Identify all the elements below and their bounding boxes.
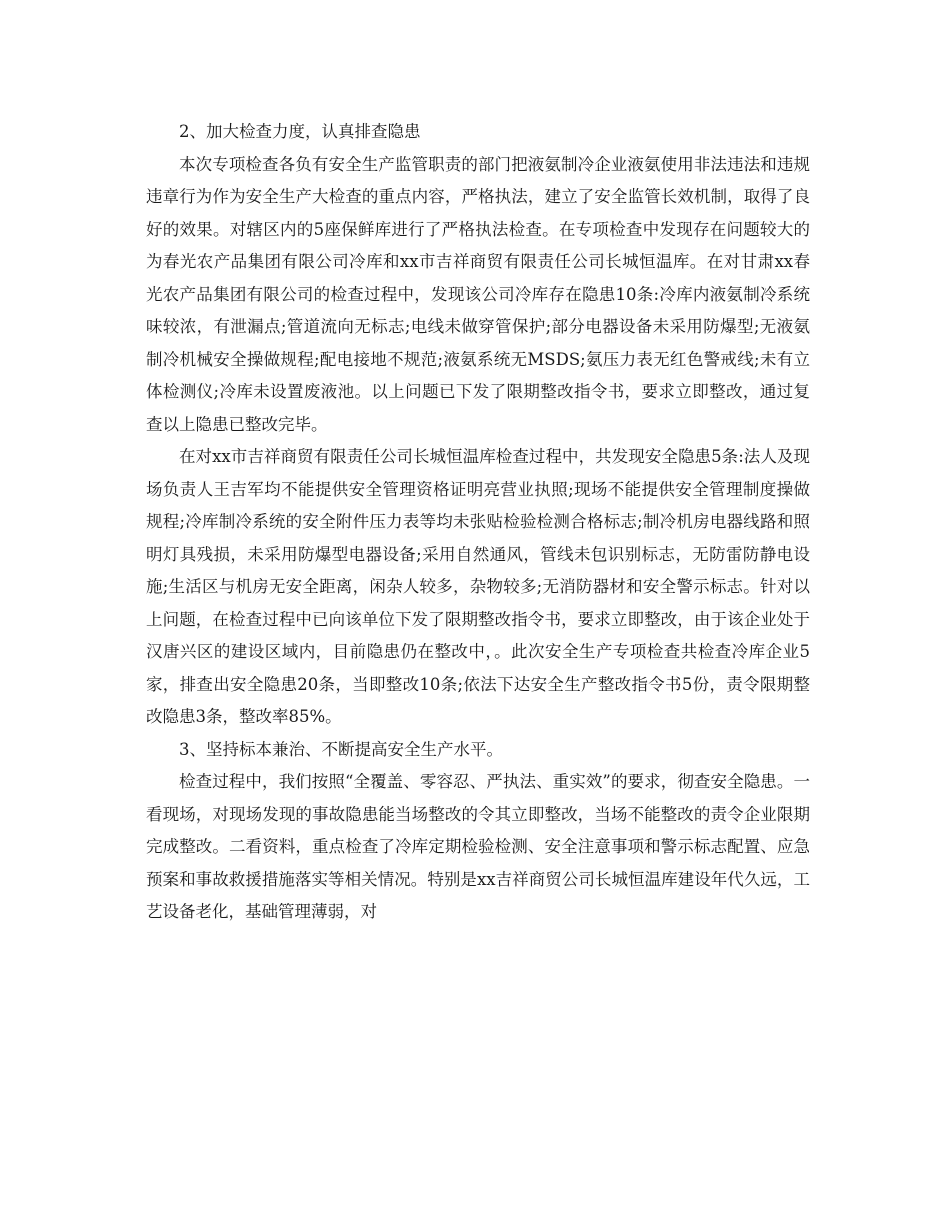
paragraph-changcheng-inspection: 在对xx市吉祥商贸有限责任公司长城恒温库检查过程中，共发现安全隐患5条:法人及现场负责人王吉军均不能提供安全管理资格证明亮营业执照;现场不能提供安全管理制度操做规程;冷库制冷系统的安全附件压力表等均未张贴检验检测合格标志;制冷机房电器线路和照明灯具残损，未采用防爆型电器设备;采用自然通风，管线未包识别标志，无防雷防静电设施;生活区与机房无安全距离，闲杂人较多，杂物较多;无消防器材和安全警示标志。针对以上问题，在检查过程中已向该单位下发了限期整改指令书，要求立即整改，由于该企业处于汉唐兴区的建设区域内，目前隐患仍在整改中，。此次安全生产专项检查共检查冷库企业5家，排查出安全隐患20条，当即整改10条;依法下达安全生产整改指令书5份，责令限期整改隐患3条，整改率85%。 (146, 447, 810, 726)
section-heading-3: 3、坚持标本兼治、不断提高安全生产水平。 (179, 739, 503, 759)
document-body (146, 116, 810, 929)
paragraph-inspection-process: 检查过程中，我们按照“全覆盖、零容忍、严执法、重实效”的要求，彻查安全隐患。一看现场，对现场发现的事故隐患能当场整改的令其立即整改，当场不能整改的责令企业限期完成整改。二看资料，重点检查了冷库定期检验检测、安全注意事项和警示标志配置、应急预案和事故救援措施落实等相关情况。特别是xx吉祥商贸公司长城恒温库建设年代久远，工艺设备老化，基础管理薄弱，对 (146, 772, 810, 921)
paragraph-inspection-summary: 本次专项检查各负有安全生产监管职责的部门把液氨制冷企业液氨使用非法违法和违规违章行为作为安全生产大检查的重点内容，严格执法，建立了安全监管长效机制，取得了良好的效果。对辖区内的5座保鲜库进行了严格执法检查。在专项检查中发现存在问题较大的为春光农产品集团有限公司冷库和xx市吉祥商贸有限责任公司长城恒温库。在对甘肃xx春光农产品集团有限公司的检查过程中，发现该公司冷库存在隐患10条:冷库内液氨制冷系统味较浓，有泄漏点;管道流向无标志;电线未做穿管保护;部分电器设备未采用防爆型;无液氨制冷机械安全操做规程;配电接地不规范;液氨系统无MSDS;氨压力表无红色警戒线;未有立体检测仪;冷库未设置废液池。以上问题已下发了限期整改指令书，要求立即整改，通过复查以上隐患已整改完毕。 (146, 154, 810, 434)
section-heading-2: 2、加大检查力度，认真排查隐患 (179, 122, 421, 141)
